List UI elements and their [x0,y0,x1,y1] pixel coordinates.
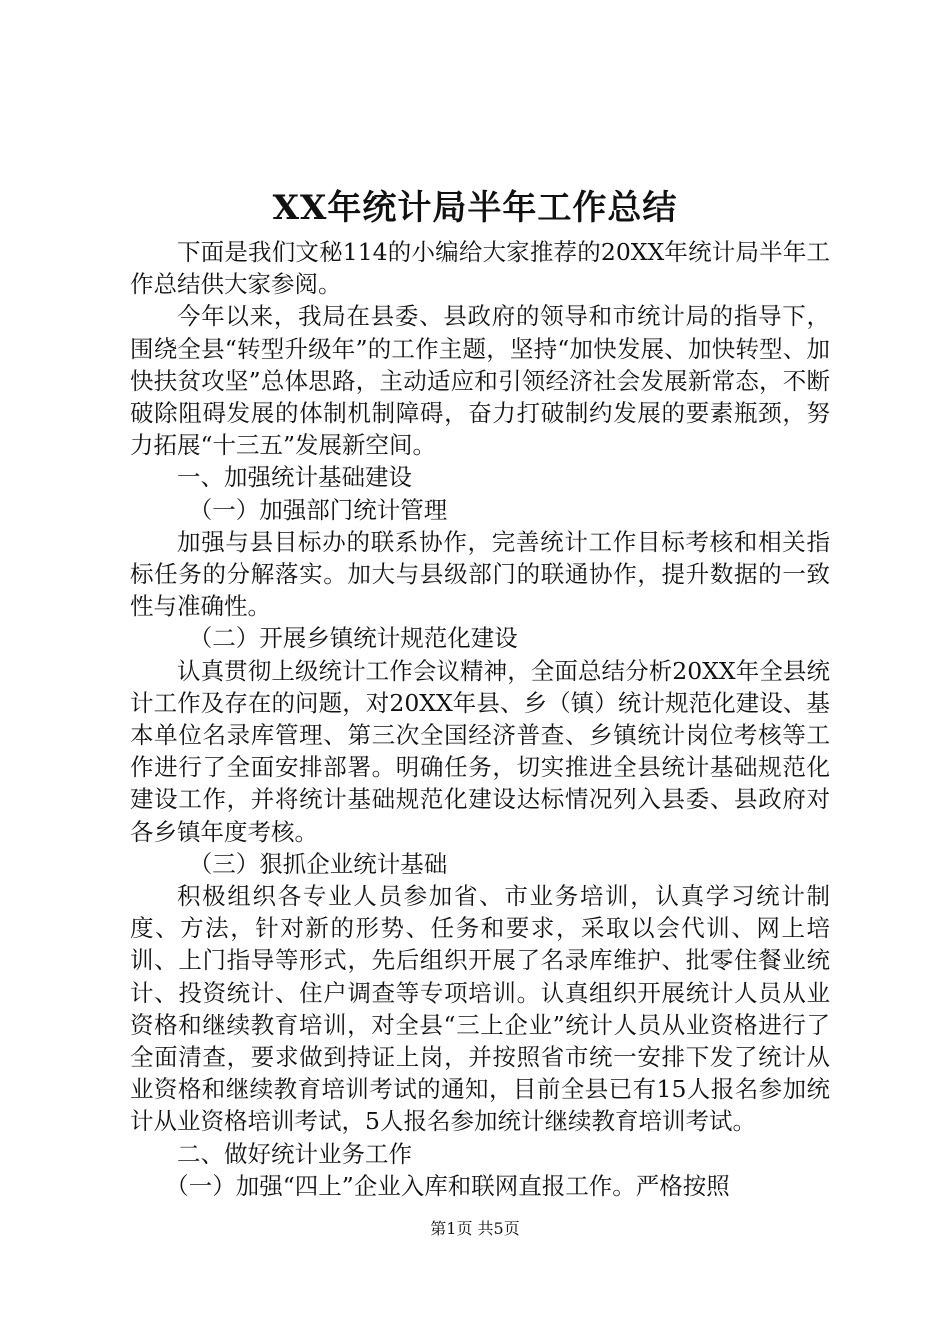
paragraph-intro: 下面是我们文秘114的小编给大家推荐的20XX年统计局半年工作总结供大家参阅。 [130,238,830,299]
section-heading-1: 一、加强统计基础建设 [177,463,412,492]
paragraph-overview: 今年以来，我局在县委、县政府的领导和市统计局的指导下，围绕全县“转型升级年”的工作主题，坚持“加快发展、加快转型、加快扶贫攻坚”总体思路，主动适应和引领经济社会发展新常态，不断破除阻碍发展的体制机制障碍，奋力打破制约发展的要素瓶颈，努力拓展“十三五”发展新空间。 [130,302,830,460]
page-number: 第1页 共5页 [430,1219,520,1238]
paragraph-1-2: 认真贯彻上级统计工作会议精神，全面总结分析20XX年全县统计工作及存在的问题，对20XX年县、乡（镇）统计规范化建设、基本单位名录库管理、第三次全国经济普查、乡镇统计岗位考核等工作进行了全面安排部署。明确任务，切实推进全县统计基础规范化建设工作，并将统计基础规范化建设达标情况列入县委、县政府对各乡镇年度考核。 [130,656,830,846]
subsection-heading-1-3: （三）狠抓企业统计基础 [188,849,448,878]
paragraph-2-1: （一）加强“四上”企业入库和联网直报工作。严格按照 [165,1171,730,1200]
section-heading-2: 二、做好统计业务工作 [177,1139,412,1168]
subsection-heading-1-1: （一）加强部门统计管理 [188,495,448,524]
paragraph-1-3: 积极组织各专业人员参加省、市业务培训，认真学习统计制度、方法，针对新的形势、任务和要求，采取以会代训、网上培训、上门指导等形式，先后组织开展了名录库维护、批零住餐业统计、投资统计、住户调查等专项培训。认真组织开展统计人员从业资格和继续教育培训，对全县“三上企业”统计人员从业资格进行了全面清查，要求做到持证上岗，并按照省市统一安排下发了统计从业资格和继续教育培训考试的通知，目前全县已有15人报名参加统计从业资格培训考试，5人报名参加统计继续教育培训考试。 [130,882,830,1136]
subsection-heading-1-2: （二）开展乡镇统计规范化建设 [188,624,518,653]
document-title: XX年统计局半年工作总结 [272,188,678,228]
paragraph-1-1: 加强与县目标办的联系协作，完善统计工作目标考核和相关指标任务的分解落实。加大与县级部门的联通协作，提升数据的一致性与准确性。 [130,527,830,621]
document-body [130,236,830,1202]
